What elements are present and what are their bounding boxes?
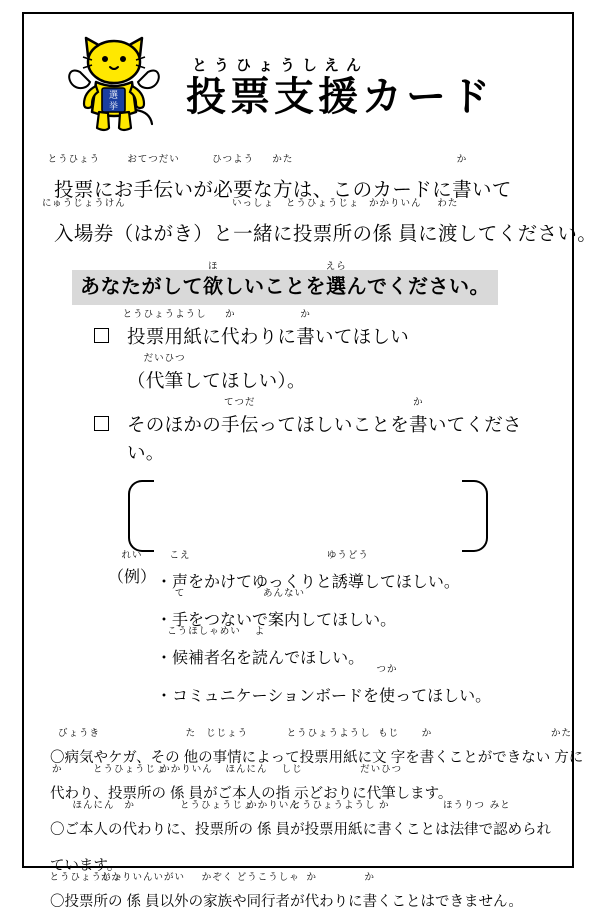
note-line: 〇 とうひょうじょ 投票所の かかりいんいがい 係 員以外の かぞく 家族や どうこうしゃ 同行者が か 代わりに か 書くことはできません。 <box>49 872 523 911</box>
free-write-area[interactable] <box>46 480 550 554</box>
choice-sublabel-1: （ だいひつ 代筆してほしい）。 <box>127 352 306 391</box>
lead-line-1: とうひょう 投票にお おてつだい 手伝いが ひつよう 必要な かた 方は、このカードに か 書いて <box>47 154 512 201</box>
checkbox-proxy-writing[interactable] <box>94 328 109 343</box>
examples-section <box>46 550 550 716</box>
list-item: ・ こえ 声をかけてゆっくりと ゆうどう 誘導してほしい。 <box>156 550 460 592</box>
note-line: 〇 びょうき 病気やケガ、その た 他の じじょう 事情によって とうひょうようし 投票用紙に もじ 文 字を か 書くことができない かた 方に <box>50 728 584 767</box>
card-title: 投票支援カード <box>186 75 494 119</box>
list-item: ・コミュニケーションボードを つか 使ってほしい。 <box>156 664 492 706</box>
voting-support-card <box>22 12 598 911</box>
lead-line-2: にゅうじょうけん 入場券（はがき）と いっしょ 一緒に とうひょうじょ 投票所の かかりいん 係 員に わた 渡してください。 <box>41 198 598 245</box>
card-title-ruby: とうひょうしえん <box>192 57 369 74</box>
checkbox-other-help[interactable] <box>94 416 109 431</box>
election-mascot-icon <box>66 32 162 140</box>
list-item: ・ て 手をつないで あんない 案内してほしい。 <box>156 588 397 630</box>
choice-label-1: とうひょうようし 投票用紙に か 代わりに か 書いてほしい <box>122 309 410 347</box>
lead-paragraph <box>41 154 598 256</box>
bracket-right <box>462 480 488 552</box>
card-header <box>46 30 550 142</box>
instruction-highlight: あなたがして ほ 欲しいことを えら 選んでください。 <box>72 270 498 305</box>
note-line: 〇ご ほんにん 本人の か 代わりに、 とうひょうじょ 投票所の かかりいん 係 員が とうひょうようし 投票用紙に か 書くことは ほうりつ 法律で みと 認められ <box>50 800 552 839</box>
choice-item-2[interactable] <box>46 396 550 467</box>
notes-section <box>46 728 584 919</box>
bracket-left <box>128 480 154 552</box>
svg-text:選: 選 <box>108 90 119 100</box>
svg-text:挙: 挙 <box>108 101 119 111</box>
choice-label-2: そのほかの てつだ 手伝ってほしいことを か 書いてください。 <box>127 396 522 463</box>
note-line: か 代わり、 とうひょうじょ 投票所の かかりいん 係 員がご ほんにん 本人の しじ 指 示どおりに だいひつ 代筆します。 <box>50 764 453 803</box>
examples-list <box>108 550 550 716</box>
note-line: ています。 <box>50 858 122 875</box>
list-item: ・ こうほしゃめい 候補者名を よ 読んでほしい。 <box>156 626 365 668</box>
examples-label: （ れい 例） <box>108 550 157 587</box>
choice-item-1[interactable] <box>46 309 550 351</box>
